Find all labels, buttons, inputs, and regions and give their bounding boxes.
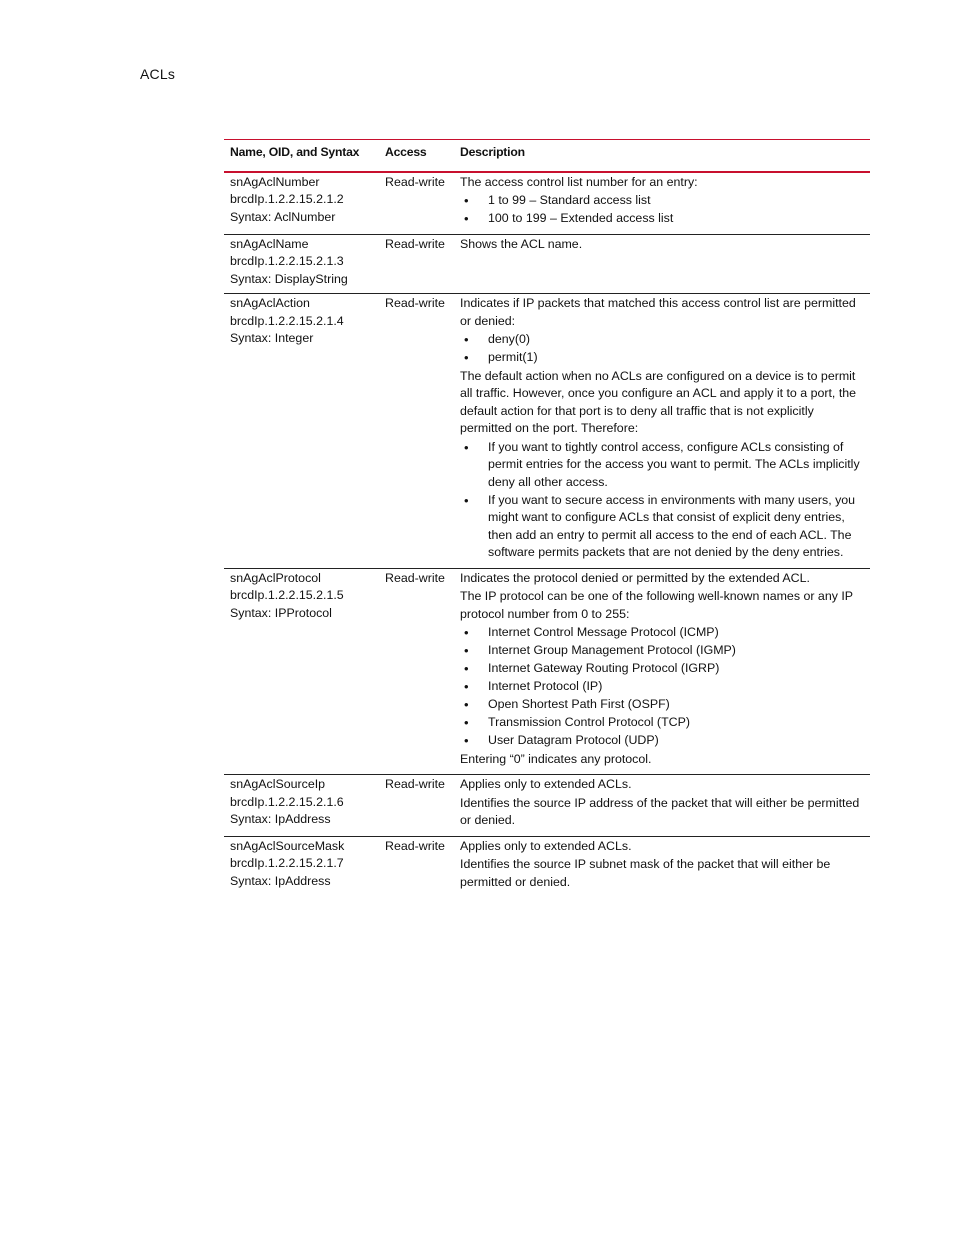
description-cell <box>454 836 870 897</box>
bullet-list-item <box>460 210 864 228</box>
description-cell <box>454 775 870 837</box>
bullet-icon: • <box>464 625 469 640</box>
bullet-text: Internet Protocol (IP) <box>488 679 603 693</box>
object-oid: brcdIp.1.2.2.15.2.1.2 <box>230 192 344 206</box>
table-row <box>224 234 870 294</box>
bullet-icon: • <box>464 661 469 676</box>
bullet-text: Transmission Control Protocol (TCP) <box>488 715 690 729</box>
bullet-list <box>460 192 864 228</box>
bullet-text: 1 to 99 – Standard access list <box>488 193 651 207</box>
description-paragraph: Applies only to extended ACLs. <box>460 777 632 791</box>
table-row <box>224 775 870 837</box>
bullet-icon: • <box>464 211 469 226</box>
table-row <box>224 172 870 235</box>
description-paragraph: Shows the ACL name. <box>460 236 583 251</box>
description-cell <box>454 568 870 775</box>
object-syntax: Syntax: Integer <box>230 331 314 345</box>
bullet-text: Internet Control Message Protocol (ICMP) <box>488 625 719 639</box>
object-oid: brcdIp.1.2.2.15.2.1.4 <box>230 313 344 328</box>
object-name: snAgAclNumber <box>230 174 320 189</box>
bullet-list <box>460 331 864 367</box>
access-cell: Read-write <box>385 777 445 791</box>
description-paragraph: The access control list number for an entry: <box>460 174 698 189</box>
bullet-list-item <box>460 678 864 696</box>
bullet-text: 100 to 199 – Extended access list <box>488 211 674 225</box>
table-row <box>224 294 870 569</box>
bullet-list-item <box>460 439 864 492</box>
bullet-icon: • <box>464 679 469 694</box>
name-oid-syntax-cell <box>224 234 379 294</box>
object-name: snAgAclSourceIp <box>230 777 326 791</box>
bullet-text: If you want to secure access in environments with many users, you might want to configure ACLs that consist of explicit deny entries, then add an entry to permit all access to the end of each ACL. The software permits packets that are not denied by the deny entries. <box>488 492 856 559</box>
name-oid-syntax-cell <box>224 172 379 235</box>
name-oid-syntax-cell <box>224 775 379 837</box>
object-syntax: Syntax: IpAddress <box>230 873 331 888</box>
description-paragraph: Identifies the source IP address of the packet that will either be permitted or denied. <box>460 795 860 827</box>
table-body <box>224 172 870 898</box>
bullet-list-item <box>460 192 864 210</box>
bullet-list-item <box>460 732 864 750</box>
description-paragraph: The IP protocol can be one of the following well-known names or any IP protocol number from 0 to 255: <box>460 589 853 621</box>
column-header-access: Access <box>385 145 427 159</box>
object-name: snAgAclAction <box>230 296 310 310</box>
bullet-list <box>460 624 864 750</box>
table-row <box>224 568 870 775</box>
bullet-text: User Datagram Protocol (UDP) <box>488 733 659 747</box>
column-header-description: Description <box>460 145 525 159</box>
object-syntax: Syntax: IPProtocol <box>230 605 332 620</box>
bullet-text: If you want to tightly control access, configure ACLs consisting of permit entries for the access you want to permit. The ACLs implicitly deny all other access. <box>488 439 860 489</box>
table-row <box>224 836 870 897</box>
bullet-list-item <box>460 624 864 642</box>
column-header-name-oid-syntax: Name, OID, and Syntax <box>230 145 360 159</box>
running-header-section-title: ACLs <box>140 66 176 82</box>
access-cell: Read-write <box>385 296 445 310</box>
bullet-icon: • <box>464 643 469 658</box>
bullet-text: deny(0) <box>488 332 531 346</box>
bullet-list-item <box>460 696 864 714</box>
object-oid: brcdIp.1.2.2.15.2.1.7 <box>230 856 344 870</box>
bullet-icon: • <box>464 332 469 347</box>
access-cell: Read-write <box>385 570 445 585</box>
table-header <box>224 140 870 172</box>
bullet-text: Internet Gateway Routing Protocol (IGRP) <box>488 661 720 675</box>
description-cell <box>454 234 870 294</box>
bullet-list-item <box>460 642 864 660</box>
bullet-list-item <box>460 331 864 349</box>
description-paragraph: The default action when no ACLs are configured on a device is to permit all traffic. However, once you configure an ACL and apply it to a port, the default action for that port is to deny all traffic that is not explicitly permitted on the port. Therefore: <box>460 368 857 435</box>
bullet-list-item <box>460 492 864 562</box>
access-cell: Read-write <box>385 838 445 853</box>
bullet-list-item <box>460 660 864 678</box>
description-paragraph: Identifies the source IP subnet mask of the packet that will either be permitted or denied. <box>460 857 831 889</box>
description-paragraph: Indicates the protocol denied or permitted by the extended ACL. <box>460 570 810 585</box>
description-cell <box>454 294 870 569</box>
bullet-icon: • <box>464 733 469 748</box>
object-syntax: Syntax: AclNumber <box>230 209 336 224</box>
bullet-icon: • <box>464 492 469 508</box>
access-cell: Read-write <box>385 236 445 251</box>
access-cell: Read-write <box>385 174 445 189</box>
description-paragraph: Entering “0” indicates any protocol. <box>460 751 652 766</box>
object-syntax: Syntax: DisplayString <box>230 271 348 286</box>
name-oid-syntax-cell <box>224 836 379 897</box>
object-name: snAgAclProtocol <box>230 570 321 585</box>
name-oid-syntax-cell <box>224 294 379 569</box>
bullet-icon: • <box>464 715 469 730</box>
object-oid: brcdIp.1.2.2.15.2.1.5 <box>230 588 344 602</box>
mib-objects-table <box>224 139 870 897</box>
description-paragraph: Indicates if IP packets that matched this access control list are permitted or denied: <box>460 296 856 328</box>
object-name: snAgAclSourceMask <box>230 838 345 853</box>
name-oid-syntax-cell <box>224 568 379 775</box>
bullet-list-item <box>460 714 864 732</box>
bullet-icon: • <box>464 350 469 365</box>
bullet-icon: • <box>464 193 469 208</box>
bullet-text: Open Shortest Path First (OSPF) <box>488 697 670 711</box>
bullet-text: Internet Group Management Protocol (IGMP) <box>488 643 736 657</box>
object-oid: brcdIp.1.2.2.15.2.1.3 <box>230 254 344 268</box>
table-header-row <box>224 140 870 172</box>
object-name: snAgAclName <box>230 236 309 251</box>
bullet-icon: • <box>464 697 469 712</box>
bullet-text: permit(1) <box>488 350 538 364</box>
bullet-icon: • <box>464 439 469 455</box>
object-syntax: Syntax: IpAddress <box>230 812 331 826</box>
object-oid: brcdIp.1.2.2.15.2.1.6 <box>230 794 344 809</box>
description-paragraph: Applies only to extended ACLs. <box>460 838 632 853</box>
bullet-list <box>460 439 864 562</box>
bullet-list-item <box>460 349 864 367</box>
description-cell <box>454 172 870 235</box>
